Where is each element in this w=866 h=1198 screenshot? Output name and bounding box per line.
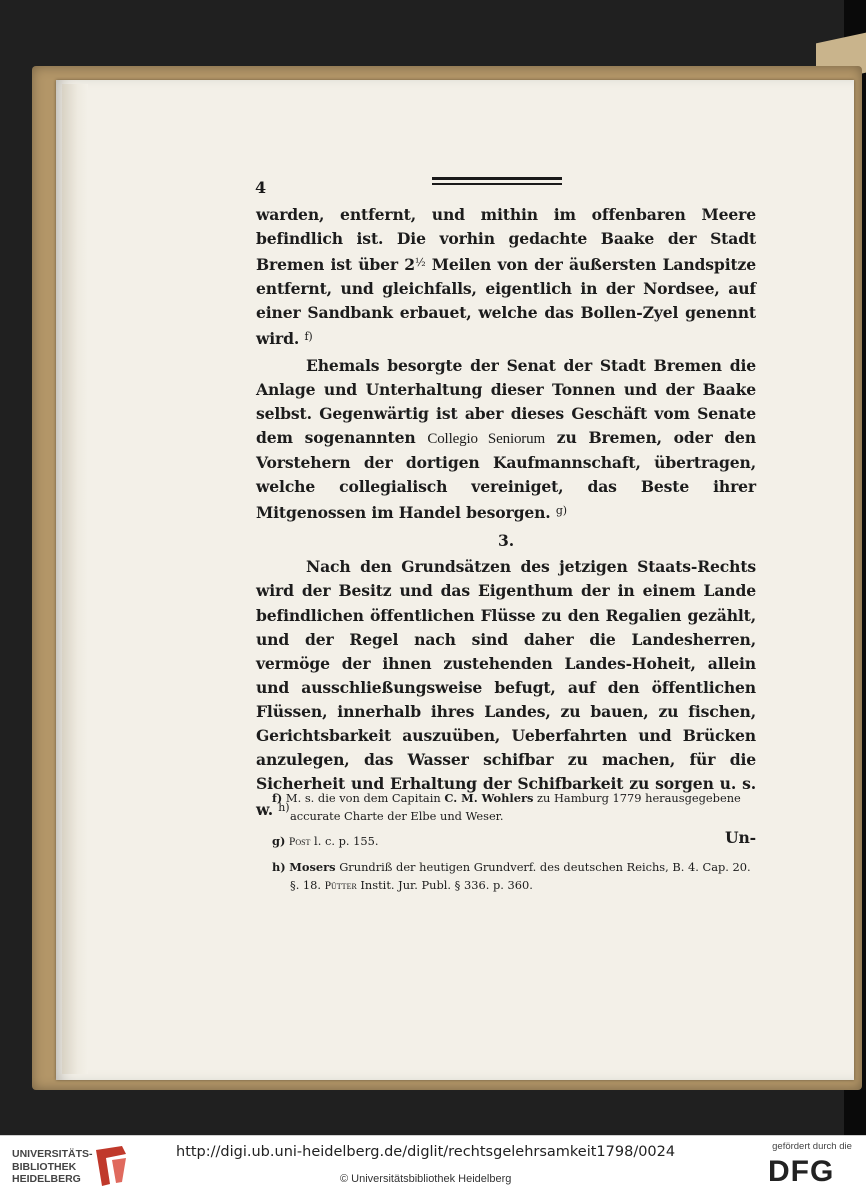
permalink-url[interactable]: http://digi.ub.uni-heidelberg.de/diglit/rechtsgelehrsamkeit1798/0024 [176,1144,676,1160]
paragraph-3-text: Nach den Grundsätzen des jetzigen Staats-Rechts wird der Besitz und das Eigenthum der in einem Lande befindlichen öffentlichen Flüsse zu den Regalien gezählt, und der Regel nach sind daher die Landesherren, vermöge der ihnen zustehenden Landes-Hoheit, allein und ausschließungsweise befugt, auf den öffentlichen Flüssen, innerhalb ihres Landes, zu bauen, zu fischen, Gerichtsbarkeit auszuüben, Ueberfahrten und Brücken anzulegen, das Wasser schifbar zu machen, für die Sicherheit und Erhaltung der Schifbarkeit zu sorgen u. s. w. [256,557,756,820]
footnote-h-rest: Instit. Jur. Publ. § 336. p. 360. [356,878,533,892]
viewer-footer [0,1135,866,1198]
page-number: 4 [255,178,267,197]
dfg-logo[interactable]: DFG [768,1155,835,1188]
library-name [12,1148,93,1186]
section-number: 3. [498,531,514,551]
footnote-g-source: Post [288,836,311,848]
library-emblem-icon [92,1144,132,1188]
footnote-f [272,789,762,825]
copyright-notice: © Universitätsbibliothek Heidelberg [340,1173,512,1185]
header-rule [432,177,562,186]
footnote-f-post: zu Hamburg 1779 herausgegebene accurate Charte der Elbe und Weser. [290,791,741,823]
footnote-h [272,858,762,895]
footnote-ref-h: h) [278,801,290,815]
paragraph-2-text-a: Ehemals besorgte der Senat der Stadt Bremen die Anlage und Unterhaltung dieser Tonnen und der Baake selbst. Gegenwärtig ist aber dieses Geschäft vom Senate dem sogenannten [256,355,756,447]
footnote-g [272,832,762,851]
library-name-line-1: UNIVERSITÄTS- [12,1148,93,1160]
catchword: Un- [725,828,756,848]
header-rule-thin [432,183,562,185]
page-gutter-shadow [62,84,88,1074]
footnote-f-name: C. M. Wohlers [444,791,534,805]
fraction-half: ½ [414,256,426,270]
footnote-h-label: h) [272,860,286,874]
funder-block [764,1141,860,1195]
latin-term: Collegio Seniorum [427,430,546,447]
funder-caption: gefördert durch die [772,1141,852,1152]
library-name-line-2: BIBLIOTHEK [12,1160,77,1173]
paragraph-2 [256,354,756,526]
footnote-h-author2: Pütter [324,880,357,892]
footnote-ref-g: g) [555,504,567,518]
paragraph-3 [256,555,756,822]
body-text [256,203,756,850]
footnote-ref-f: f) [304,330,313,344]
paragraph-1-text-b: Meilen von der äußersten Landspitze entfernt, und gleichfalls, eigentlich in der Nordsee, auf einer Sandbank erbauet, welche das Bollen-Zyel genennt wird. [256,255,756,349]
footnote-g-rest: l. c. p. 155. [310,834,379,848]
library-logo[interactable] [12,1144,132,1192]
paragraph-1-text-a: warden, entfernt, und mithin im offenbaren Meere befindlich ist. Die vorhin gedachte Baake der Stadt Bremen ist über 2 [256,205,756,275]
footnote-h-name: Mosers [289,860,336,874]
footnote-f-label: f) [272,791,283,805]
footnote-h-text: Grundriß der heutigen Grundverf. des deutschen Reichs, B. 4. Cap. 20. §. 18. [290,860,751,892]
footnote-f-pre: M. s. die von dem Capitain [285,791,445,805]
footnotes [272,789,762,902]
library-name-line-3: HEIDELBERG [12,1173,81,1185]
footnote-g-label: g) [272,834,286,848]
paragraph-1 [256,203,756,352]
paragraph-2-text-b: zu Bremen, oder den Vorstehern der dortigen Kaufmannschaft, übertragen, welche collegialisch vereiniget, das Beste ihrer Mitgenossen im Handel besorgen. [256,427,756,523]
header-rule-thick [432,177,562,180]
